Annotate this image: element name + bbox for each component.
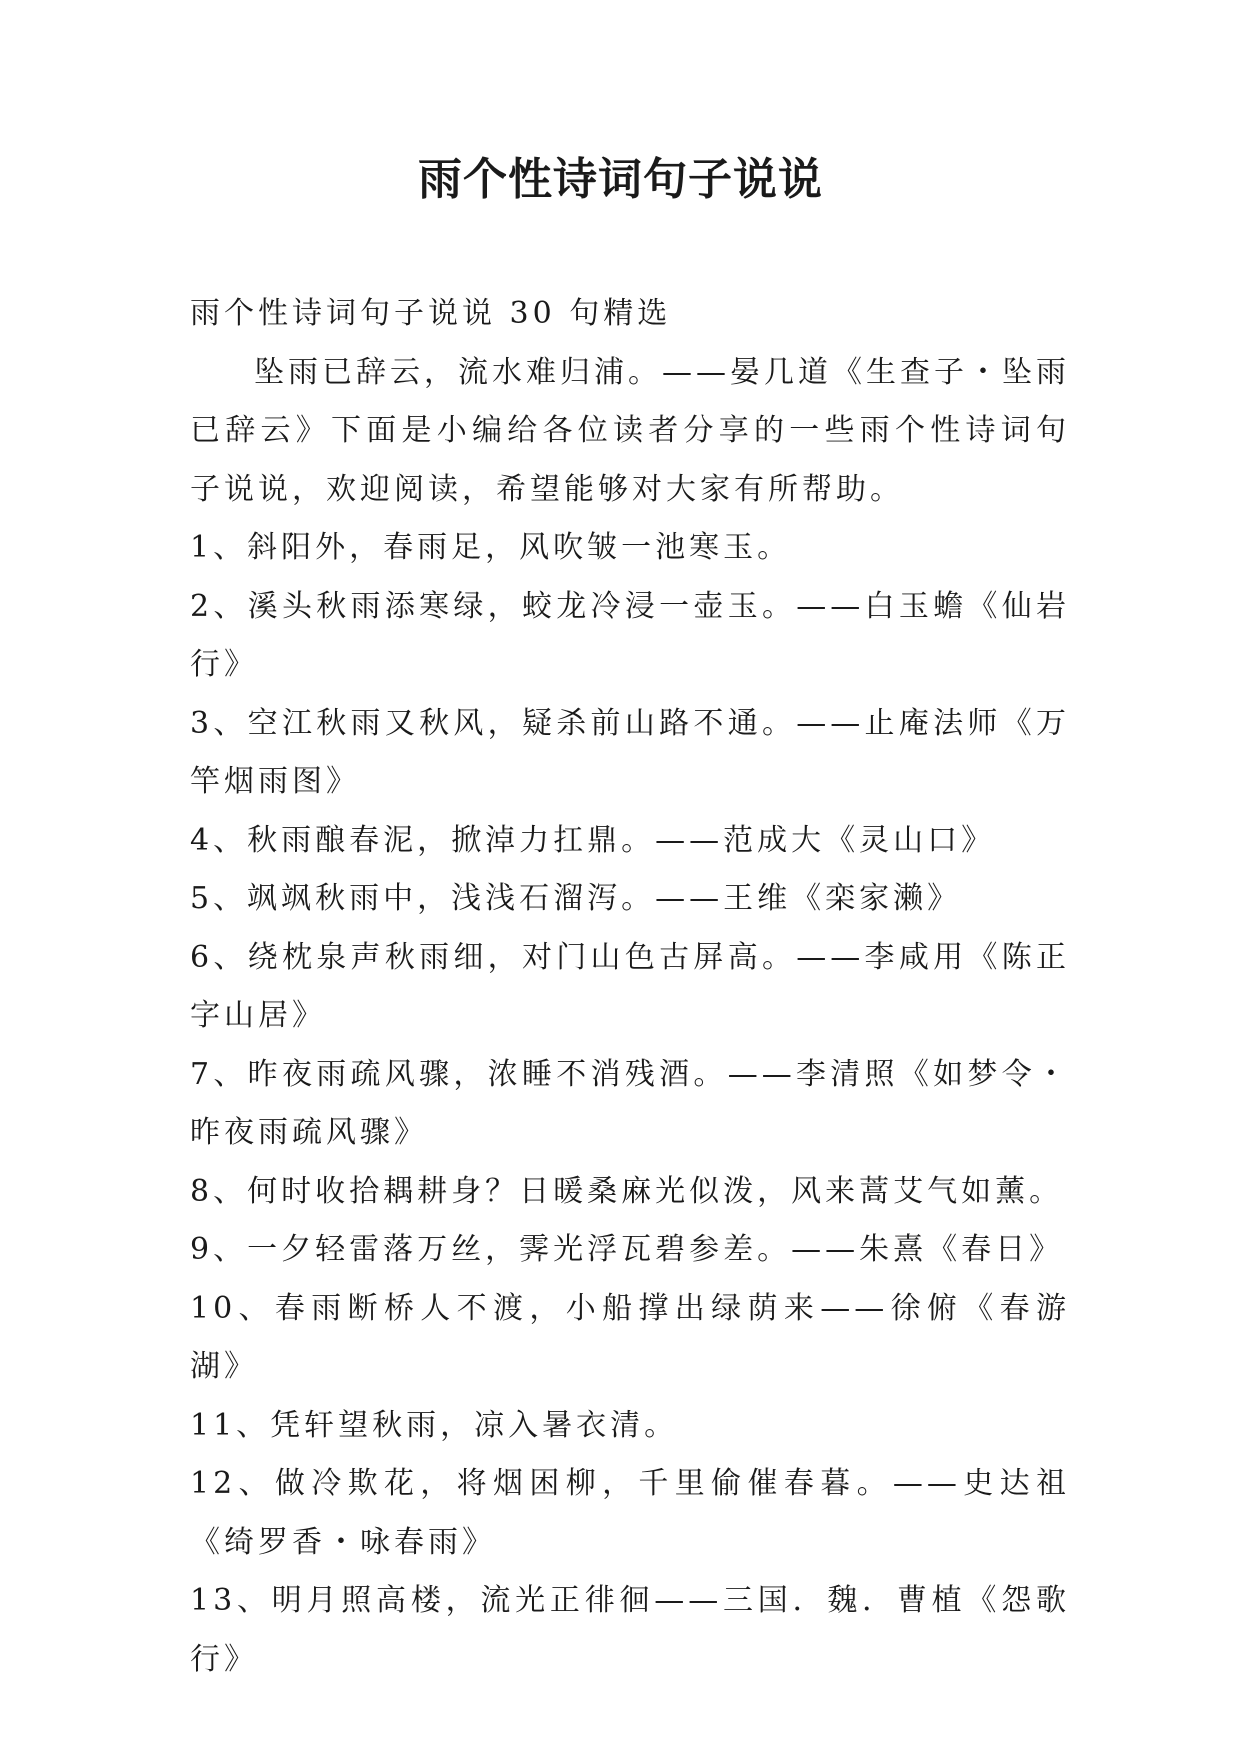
page-title: 雨个性诗词句子说说 [418,154,823,205]
list-item: 10、春雨断桥人不渡，小船撑出绿荫来——徐俯《春游湖》 [190,1290,1070,1384]
list-item: 12、做冷欺花，将烟困柳，千里偷催春暮。——史达祖《绮罗香・咏春雨》 [190,1466,1070,1560]
list-item: 4、秋雨酿春泥，掀淖力扛鼎。——范成大《灵山口》 [190,822,996,858]
intro-paragraph: 坠雨已辞云，流水难归浦。——晏几道《生查子・坠雨已辞云》下面是小编给各位读者分享的一些雨个性诗词句子说说，欢迎阅读，希望能够对大家有所帮助。 [190,354,1070,507]
list-item: 13、明月照高楼，流光正徘徊——三国．魏．曹植《怨歌行》 [190,1583,1070,1677]
list-item: 9、一夕轻雷落万丝，霁光浮瓦碧参差。——朱熹《春日》 [190,1232,1064,1267]
list-item: 5、飒飒秋雨中，浅浅石溜泻。——王维《栾家濑》 [190,881,962,916]
list-item: 2、溪头秋雨添寒绿，蛟龙冷浸一壶玉。——白玉蟾《仙岩行》 [190,588,1070,682]
document-body [190,285,1070,1689]
subtitle: 雨个性诗词句子说说 30 句精选 [190,296,672,331]
list-item: 8、何时收拾耦耕身？日暖桑麻光似泼，风来蒿艾气如薰。 [190,1173,1064,1209]
list-item: 7、昨夜雨疏风骤，浓睡不消残酒。——李清照《如梦令・昨夜雨疏风骤》 [190,1056,1070,1150]
list-item: 3、空江秋雨又秋风，疑杀前山路不通。——止庵法师《万竿烟雨图》 [190,705,1070,799]
list-item: 1、斜阳外，春雨足，风吹皱一池寒玉。 [190,530,792,565]
list-item: 11、凭轩望秋雨，凉入暑衣清。 [190,1407,679,1443]
list-item: 6、绕枕泉声秋雨细，对门山色古屏高。——李咸用《陈正字山居》 [190,939,1070,1033]
